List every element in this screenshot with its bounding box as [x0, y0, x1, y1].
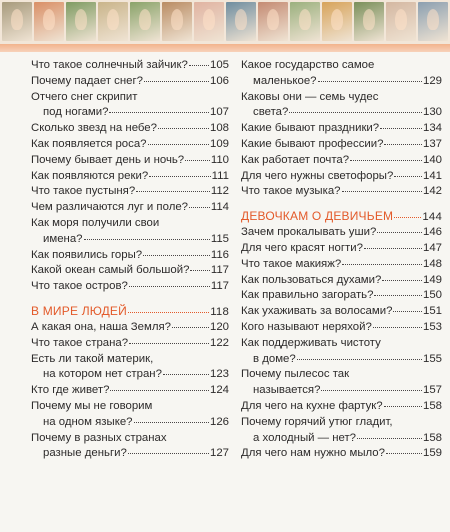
- page-number: 118: [210, 305, 229, 318]
- page-number: 158: [422, 431, 442, 444]
- page-number: 108: [209, 122, 229, 135]
- photo-thumbnail: [98, 2, 128, 41]
- page-number: 137: [422, 137, 442, 150]
- toc-entry[interactable]: [31, 216, 229, 248]
- dot-leader: [128, 312, 209, 313]
- entry-title: под ногами?: [43, 106, 109, 119]
- dot-leader: [189, 65, 209, 66]
- toc-entry[interactable]: [241, 399, 442, 415]
- page-number: 115: [210, 232, 229, 245]
- entry-title: Как моря получили свои: [31, 216, 160, 229]
- entry-title: Что такое страна?: [31, 336, 129, 349]
- photo-thumbnail: [258, 2, 288, 41]
- page-number: 112: [210, 185, 229, 198]
- section-title: В МИРЕ ЛЮДЕЙ: [31, 303, 127, 318]
- photo-strip: [0, 0, 450, 44]
- photo-thumbnail: [194, 2, 224, 41]
- toc-entry[interactable]: [31, 153, 229, 169]
- dot-leader: [128, 453, 209, 454]
- entry-title: Какие бывают профессии?: [241, 137, 384, 150]
- dot-leader: [374, 295, 422, 296]
- toc-entry[interactable]: [241, 121, 442, 137]
- entry-title: Сколько звезд на небе?: [31, 122, 157, 135]
- toc-left-column: [31, 58, 229, 462]
- entry-title: Как пользоваться духами?: [241, 273, 382, 286]
- toc-section-heading[interactable]: [241, 208, 442, 225]
- page-number: 134: [422, 122, 442, 135]
- page-number: 150: [422, 289, 442, 302]
- toc-entry[interactable]: [241, 273, 442, 289]
- page-number: 105: [209, 59, 229, 71]
- header-band: [0, 44, 450, 52]
- dot-leader: [129, 343, 209, 344]
- entry-title: Почему падает снег?: [31, 74, 143, 87]
- toc-entry[interactable]: [31, 383, 229, 399]
- photo-thumbnail: [34, 2, 64, 41]
- entry-title: Как поддерживать чистоту: [241, 336, 381, 349]
- page-number: 151: [422, 305, 442, 318]
- entry-title: Какие бывают праздники?: [241, 122, 380, 135]
- page-number: 148: [422, 257, 442, 270]
- page-number: 126: [209, 415, 229, 428]
- dot-leader: [148, 144, 209, 145]
- photo-thumbnail: [354, 2, 384, 41]
- entry-title: разные деньги?: [43, 447, 127, 460]
- dot-leader: [110, 390, 209, 391]
- entry-title: на котором нет стран?: [43, 368, 162, 381]
- entry-title: Какой океан самый большой?: [31, 264, 190, 277]
- dot-leader: [149, 176, 211, 177]
- toc-entry[interactable]: [31, 58, 229, 74]
- toc-entry[interactable]: [241, 58, 442, 90]
- dot-leader: [364, 248, 422, 249]
- page-number: 106: [209, 74, 229, 87]
- entry-title: Какое государство самое: [241, 59, 375, 71]
- page-number: 147: [422, 241, 442, 254]
- toc-entry[interactable]: [241, 336, 442, 368]
- toc-entry[interactable]: [31, 399, 229, 431]
- dot-leader: [321, 390, 422, 391]
- toc-entry[interactable]: [31, 184, 229, 200]
- entry-title: Чем различаются луг и поле?: [31, 201, 189, 214]
- toc-entry[interactable]: [31, 200, 229, 216]
- page-number: 158: [422, 399, 442, 412]
- dot-leader: [342, 191, 422, 192]
- dot-leader: [384, 406, 422, 407]
- dot-leader: [297, 359, 422, 360]
- dot-leader: [134, 422, 209, 423]
- dot-leader: [384, 144, 422, 145]
- dot-leader: [189, 207, 210, 208]
- page-number: 122: [209, 336, 229, 349]
- toc-entry[interactable]: [31, 336, 229, 352]
- dot-leader: [318, 81, 422, 82]
- entry-title: Почему мы не говорим: [31, 399, 153, 412]
- dot-leader: [380, 128, 422, 129]
- toc-entry[interactable]: [31, 90, 229, 122]
- section-title: ДЕВОЧКАМ О ДЕВИЧЬЕМ: [241, 209, 394, 224]
- photo-thumbnail: [322, 2, 352, 41]
- photo-thumbnail: [386, 2, 416, 41]
- toc-entry[interactable]: [31, 121, 229, 137]
- page-number: 107: [209, 106, 229, 119]
- page-number: 127: [209, 447, 229, 460]
- toc-entry[interactable]: [31, 263, 229, 279]
- toc-entry[interactable]: [241, 288, 442, 304]
- page-number: 111: [211, 169, 229, 182]
- toc-entry[interactable]: [241, 367, 442, 399]
- dot-leader: [393, 311, 422, 312]
- page-number: 110: [210, 153, 229, 166]
- dot-leader: [143, 255, 210, 256]
- page-number: 141: [422, 169, 442, 182]
- entry-title: Каковы они — семь чудес: [241, 90, 379, 103]
- entry-title: света?: [253, 106, 289, 119]
- photo-thumbnail: [162, 2, 192, 41]
- toc-entry[interactable]: [31, 248, 229, 264]
- dot-leader: [394, 176, 422, 177]
- toc-entry[interactable]: [31, 137, 229, 153]
- dot-leader: [289, 112, 422, 113]
- toc-entry[interactable]: [241, 184, 442, 200]
- entry-title: А какая она, наша Земля?: [31, 320, 171, 333]
- toc-entry[interactable]: [241, 137, 442, 153]
- toc-section-heading[interactable]: [31, 303, 229, 320]
- dot-leader: [136, 191, 210, 192]
- photo-thumbnail: [130, 2, 160, 41]
- photo-thumbnail: [2, 2, 32, 41]
- toc-entry[interactable]: [31, 320, 229, 336]
- entry-title: имена?: [43, 232, 83, 245]
- entry-title: Почему в разных странах: [31, 431, 167, 444]
- dot-leader: [129, 286, 210, 287]
- toc-entry[interactable]: [241, 446, 442, 462]
- entry-title: Что такое макияж?: [241, 257, 342, 270]
- toc-entry[interactable]: [31, 279, 229, 295]
- entry-title: Кто где живет?: [31, 384, 110, 397]
- photo-thumbnail: [66, 2, 96, 41]
- toc-entry[interactable]: [241, 415, 442, 447]
- page-number: 124: [209, 384, 229, 397]
- dot-leader: [357, 438, 422, 439]
- dot-leader: [382, 280, 422, 281]
- page-number: 155: [422, 352, 442, 365]
- page-number: 116: [210, 248, 229, 261]
- toc-entry[interactable]: [241, 90, 442, 122]
- entry-title: Как появляется роса?: [31, 137, 147, 150]
- entry-title: в доме?: [253, 352, 296, 365]
- page-number: 159: [422, 447, 442, 460]
- toc-entry[interactable]: [241, 153, 442, 169]
- page-number: 149: [422, 273, 442, 286]
- page-number: 123: [209, 368, 229, 381]
- page-number: 129: [422, 74, 442, 87]
- entry-title: Что такое музыка?: [241, 185, 341, 198]
- page-number: 117: [210, 280, 229, 293]
- entry-title: Как правильно загорать?: [241, 289, 374, 302]
- dot-leader: [109, 112, 209, 113]
- toc-entry[interactable]: [241, 241, 442, 257]
- dot-leader: [394, 217, 421, 218]
- dot-leader: [350, 160, 422, 161]
- entry-title: Почему горячий утюг гладит,: [241, 415, 393, 428]
- toc-entry[interactable]: [31, 431, 229, 463]
- dot-leader: [386, 453, 422, 454]
- toc-entry[interactable]: [241, 304, 442, 320]
- photo-thumbnail: [226, 2, 256, 41]
- entry-title: Почему бывает день и ночь?: [31, 153, 185, 166]
- entry-title: Для чего на кухне фартук?: [241, 399, 383, 412]
- dot-leader: [144, 81, 209, 82]
- entry-title: Почему пылесос так: [241, 368, 350, 381]
- toc-right-column: [241, 58, 442, 462]
- entry-title: Что такое остров?: [31, 280, 128, 293]
- toc-entry[interactable]: [241, 225, 442, 241]
- photo-thumbnail: [418, 2, 448, 41]
- entry-title: а холодный — нет?: [253, 431, 357, 444]
- page-number: 109: [209, 137, 229, 150]
- toc-entry[interactable]: [241, 320, 442, 336]
- entry-title: маленькое?: [253, 74, 317, 87]
- page-number: 144: [422, 211, 442, 224]
- dot-leader: [163, 374, 209, 375]
- page-number: 153: [422, 320, 442, 333]
- dot-leader: [84, 239, 210, 240]
- toc-entry[interactable]: [31, 169, 229, 185]
- entry-title: называется?: [253, 384, 321, 397]
- entry-title: Как появились горы?: [31, 248, 143, 261]
- dot-leader: [342, 264, 422, 265]
- entry-title: на одном языке?: [43, 415, 133, 428]
- page-number: 146: [422, 226, 442, 239]
- entry-title: Как ухаживать за волосами?: [241, 305, 393, 318]
- entry-title: Что такое пустыня?: [31, 185, 136, 198]
- page-number: 120: [209, 320, 229, 333]
- dot-leader: [190, 270, 209, 271]
- toc-entry[interactable]: [241, 257, 442, 273]
- toc-entry[interactable]: [241, 169, 442, 185]
- entry-title: Для чего красят ногти?: [241, 241, 363, 254]
- entry-title: Как работает почта?: [241, 153, 350, 166]
- dot-leader: [172, 327, 209, 328]
- entry-title: Как появляются реки?: [31, 169, 149, 182]
- page-number: 114: [210, 201, 229, 214]
- dot-leader: [377, 232, 422, 233]
- entry-title: Кого называют неряхой?: [241, 320, 372, 333]
- page-number: 140: [422, 153, 442, 166]
- toc-entry[interactable]: [31, 352, 229, 384]
- entry-title: Для чего нужны светофоры?: [241, 169, 394, 182]
- page-number: 117: [210, 264, 229, 277]
- dot-leader: [158, 128, 209, 129]
- photo-thumbnail: [290, 2, 320, 41]
- dot-leader: [373, 327, 422, 328]
- entry-title: Есть ли такой материк,: [31, 352, 154, 365]
- dot-leader: [185, 160, 210, 161]
- page-number: 142: [422, 185, 442, 198]
- page-number: 157: [422, 384, 442, 397]
- entry-title: Для чего нам нужно мыло?: [241, 447, 385, 460]
- entry-title: Что такое солнечный зайчик?: [31, 59, 188, 71]
- entry-title: Отчего снег скрипит: [31, 90, 138, 103]
- toc-entry[interactable]: [31, 74, 229, 90]
- page-number: 130: [422, 106, 442, 119]
- entry-title: Зачем прокалывать уши?: [241, 226, 377, 239]
